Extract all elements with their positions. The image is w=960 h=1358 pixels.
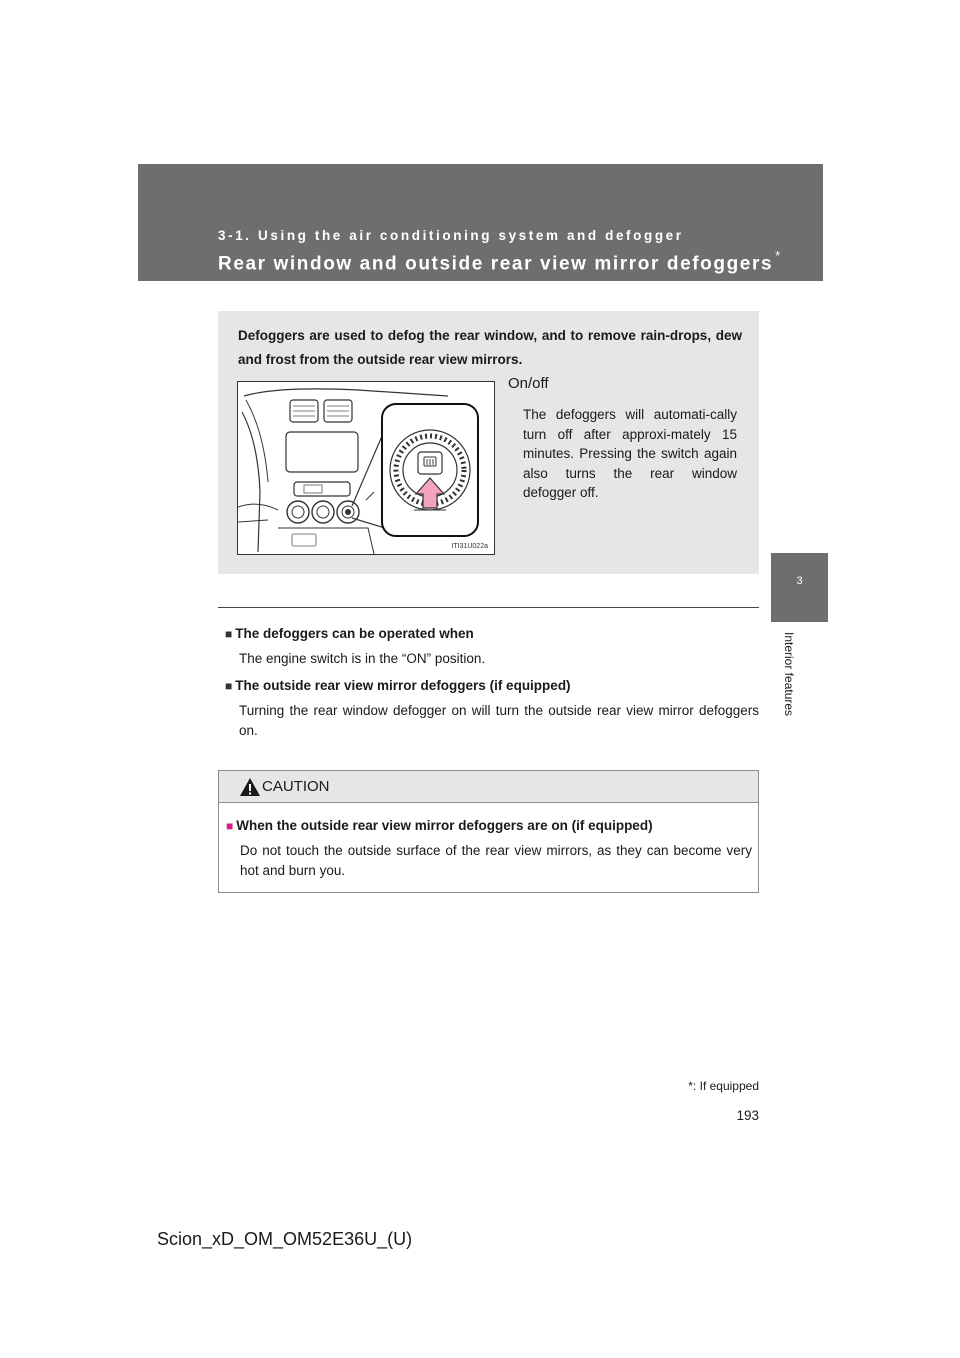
chapter-tab[interactable] bbox=[771, 553, 828, 622]
warning-triangle-icon bbox=[239, 777, 261, 797]
page-title-text: Rear window and outside rear view mirror defoggers bbox=[218, 253, 774, 275]
section-label: 3-1. Using the air conditioning system and defogger bbox=[218, 228, 684, 243]
page-title bbox=[218, 250, 782, 275]
note-mirror-defoggers bbox=[225, 676, 759, 741]
page-number: 193 bbox=[736, 1108, 759, 1123]
caution-header bbox=[219, 771, 758, 803]
note-heading bbox=[225, 676, 759, 696]
header-band bbox=[138, 164, 823, 281]
document-id: Scion_xD_OM_OM52E36U_(U) bbox=[157, 1229, 413, 1249]
caution-heading bbox=[226, 816, 752, 836]
caution-label: CAUTION bbox=[262, 778, 330, 795]
note-heading-text: The outside rear view mirror defoggers (if equipped) bbox=[235, 678, 571, 693]
square-bullet-icon: ■ bbox=[225, 679, 233, 693]
note-operating-conditions bbox=[225, 624, 759, 669]
dashboard-illustration bbox=[237, 381, 495, 555]
square-bullet-icon: ■ bbox=[226, 819, 234, 833]
caution-heading-text: When the outside rear view mirror defoggers are on (if equipped) bbox=[236, 818, 653, 833]
note-body: Turning the rear window defogger on will turn the outside rear view mirror defoggers on. bbox=[239, 703, 759, 738]
note-heading bbox=[225, 624, 759, 644]
note-heading-text: The defoggers can be operated when bbox=[235, 626, 474, 641]
section-divider bbox=[218, 607, 759, 608]
intro-text: Defoggers are used to defog the rear window, and to remove rain-drops, dew and frost from the outside rear view mirrors. bbox=[238, 328, 742, 367]
callout-heading: On/off bbox=[508, 375, 549, 392]
figure-code: ITI31U022a bbox=[451, 543, 488, 550]
note-body: The engine switch is in the “ON” position. bbox=[239, 651, 486, 666]
callout-text: The defoggers will automati-cally turn off after approxi-mately 15 minutes. Pressing the switch again also turns the rear window defogger off. bbox=[523, 407, 737, 500]
chapter-number: 3 bbox=[796, 575, 803, 587]
chapter-label: Interior features bbox=[782, 632, 796, 717]
caution-text: Do not touch the outside surface of the rear view mirrors, as they can become very hot and burn you. bbox=[240, 843, 752, 878]
caution-box bbox=[218, 770, 759, 893]
square-bullet-icon: ■ bbox=[225, 627, 233, 641]
intro-box bbox=[218, 311, 759, 574]
dashboard-drawing bbox=[238, 382, 494, 554]
if-equipped-mark: * bbox=[775, 248, 782, 263]
footnote: *: If equipped bbox=[688, 1079, 759, 1093]
